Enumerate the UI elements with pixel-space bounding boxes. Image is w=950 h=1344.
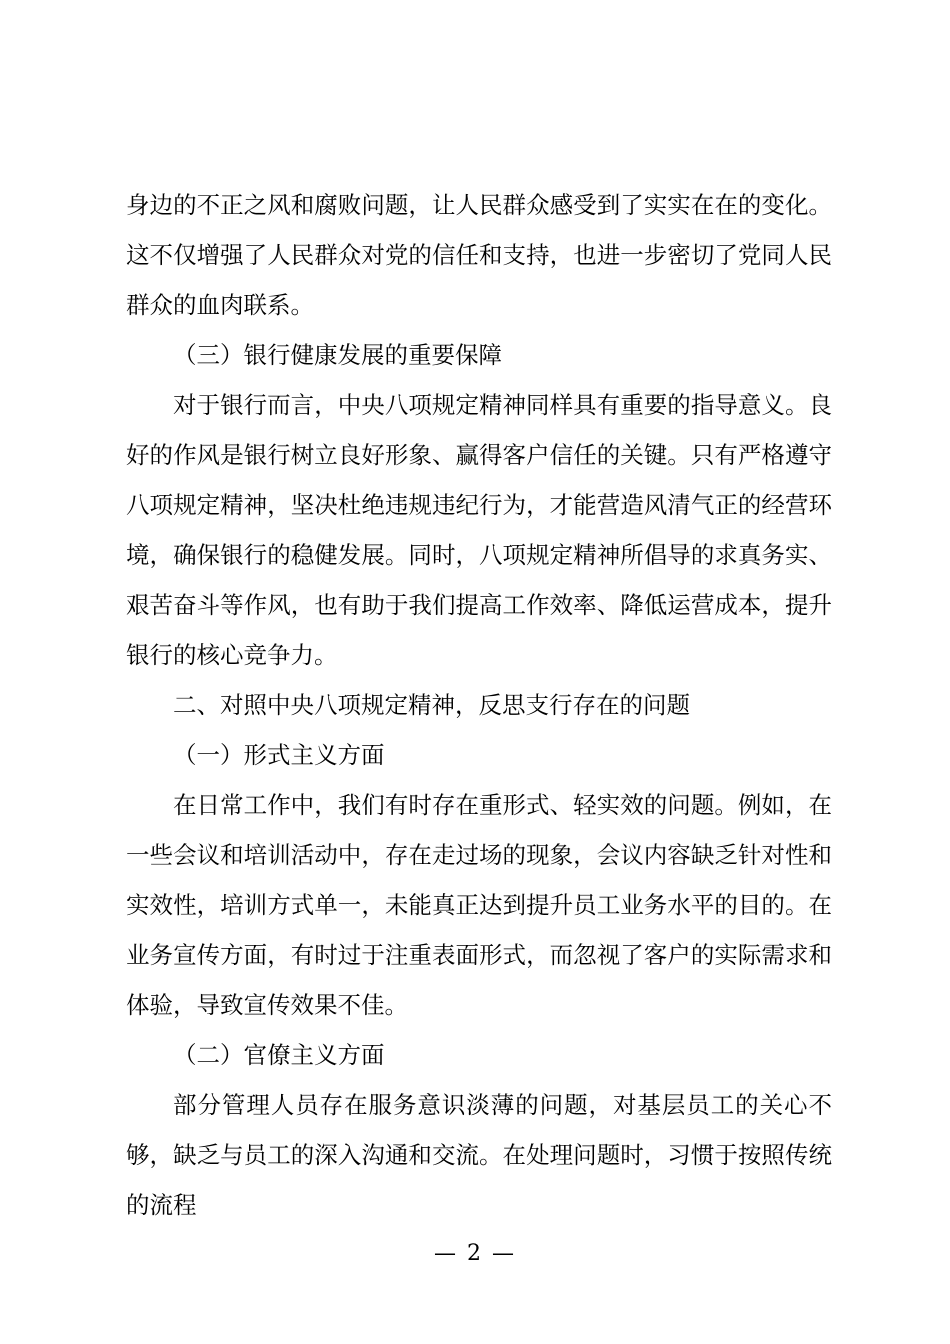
- section-heading-formalism: （一）形式主义方面: [173, 741, 385, 769]
- document-body: [126, 180, 832, 1230]
- page-number: — 2 —: [434, 1241, 516, 1266]
- section-heading-3: （三）银行健康发展的重要保障: [173, 341, 502, 369]
- paragraph-continuation: 身边的不正之风和腐败问题，让人民群众感受到了实实在在的变化。这不仅增强了人民群众对党的信任和支持，也进一步密切了党同人民群众的血肉联系。: [126, 191, 832, 319]
- paragraph-formalism: 在日常工作中，我们有时存在重形式、轻实效的问题。例如，在一些会议和培训活动中，存在走过场的现象，会议内容缺乏针对性和实效性，培训方式单一，未能真正达到提升员工业务水平的目的。在业务宣传方面，有时过于注重表面形式，而忽视了客户的实际需求和体验，导致宣传效果不佳。: [126, 791, 832, 1019]
- paragraph-bank-guidance: 对于银行而言，中央八项规定精神同样具有重要的指导意义。良好的作风是银行树立良好形象、赢得客户信任的关键。只有严格遵守八项规定精神，坚决杜绝违规违纪行为，才能营造风清气正的经营环境，确保银行的稳健发展。同时，八项规定精神所倡导的求真务实、艰苦奋斗等作风，也有助于我们提高工作效率、降低运营成本，提升银行的核心竞争力。: [126, 391, 832, 669]
- section-heading-bureaucracy: （二）官僚主义方面: [173, 1041, 385, 1069]
- paragraph-bureaucracy: 部分管理人员存在服务意识淡薄的问题，对基层员工的关心不够，缺乏与员工的深入沟通和交流。在处理问题时，习惯于按照传统的流程: [126, 1091, 832, 1219]
- chapter-heading-2: 二、对照中央八项规定精神，反思支行存在的问题: [173, 691, 690, 719]
